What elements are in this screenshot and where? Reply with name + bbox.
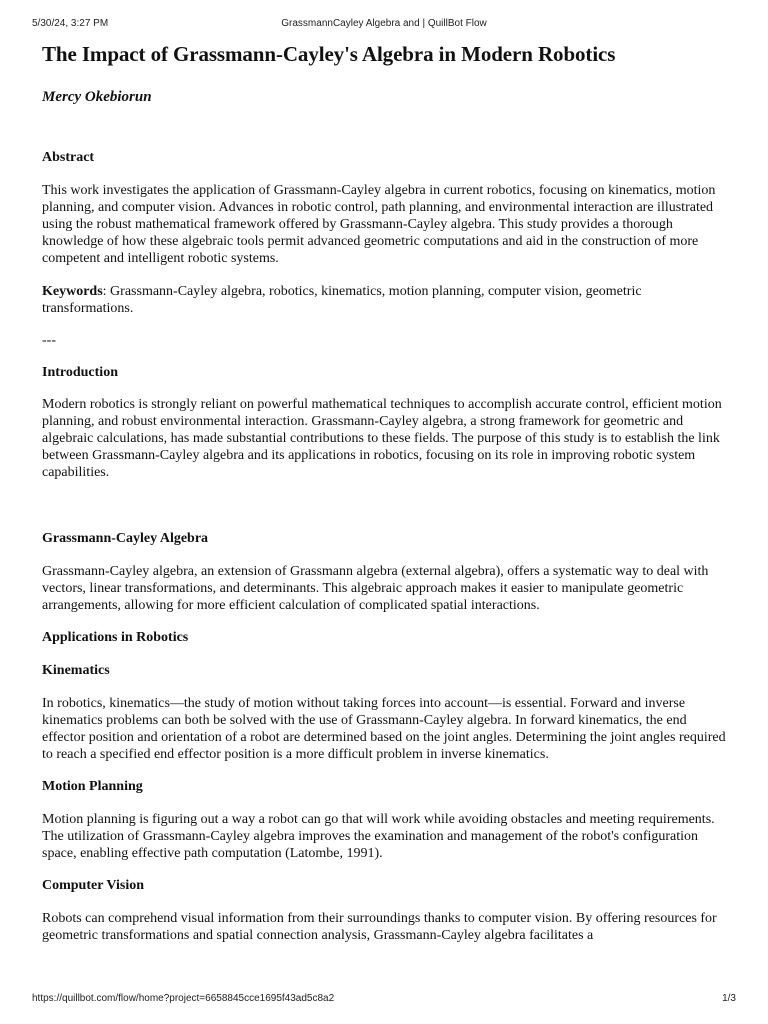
gca-heading: Grassmann-Cayley Algebra (42, 531, 209, 546)
abstract-paragraph: This work investigates the application of Grassmann-Cayley algebra in current robotics, focusing on kinematics, motion planning, and computer vision. Advances in robotic control, path planning, and environmental interaction are illustrated using the robust mathematical framework offered by Grassmann-Cayley algebra. This study provides a thorough knowledge of how these algebraic tools permit advanced geometric computations and aid in the construction of more competent and intelligent robotic systems. (42, 183, 716, 266)
print-datetime: 5/30/24, 3:27 PM (32, 18, 109, 29)
kinematics-paragraph: In robotics, kinematics—the study of motion without taking forces into account—is essential. Forward and inverse kinematics problems can both be solved with the use of Grassmann-Cayley algebra. In forward kinematics, the end effector position and orientation of a robot are determined based on the joint angles. Determining the joint angles required to reach a specified end effector position is a more difficult problem in inverse kinematics. (42, 696, 726, 762)
computer-vision-paragraph: Robots can comprehend visual information from their surroundings thanks to computer vision. By offering resources for geometric transformations and spatial connection analysis, Grassmann-Cayley algebra facilitates a (42, 911, 717, 943)
print-page-number: 1/3 (722, 993, 736, 1004)
print-page-title: GrassmannCayley Algebra and | QuillBot Flow (281, 18, 487, 29)
introduction-paragraph: Modern robotics is strongly reliant on powerful mathematical techniques to accomplish accurate control, efficient motion planning, and robust environmental interaction. Grassmann-Cayley algebra, a strong framework for geometric and algebraic calculations, has made substantial contributions to these fields. The purpose of this study is to establish the link between Grassmann-Cayley algebra and its applications in robotics, focusing on its role in improving robotic system capabilities. (42, 397, 722, 480)
section-separator: --- (42, 333, 56, 348)
abstract-heading: Abstract (42, 150, 95, 165)
kinematics-heading: Kinematics (42, 663, 110, 678)
computer-vision-heading: Computer Vision (42, 878, 145, 893)
keywords-label: Keywords (42, 284, 103, 299)
motion-planning-paragraph: Motion planning is figuring out a way a robot can go that will work while avoiding obstacles and meeting requirements. The utilization of Grassmann-Cayley algebra improves the examination and management of the robot's configuration space, enabling effective path computation (Latombe, 1991). (42, 812, 715, 861)
keywords-list: : Grassmann-Cayley algebra, robotics, kinematics, motion planning, computer vision, geometric transformations. (42, 284, 642, 316)
keywords-paragraph (42, 283, 728, 317)
document-body (42, 40, 728, 944)
author-name: Mercy Okebiorun (42, 89, 152, 105)
document-title: The Impact of Grassmann-Cayley's Algebra in Modern Robotics (42, 42, 616, 66)
motion-planning-heading: Motion Planning (42, 779, 143, 794)
introduction-heading: Introduction (42, 365, 118, 380)
gca-paragraph: Grassmann-Cayley algebra, an extension of Grassmann algebra (external algebra), offers a systematic way to deal with vectors, linear transformations, and determinants. This algebraic approach makes it easier to manipulate geometric arrangements, allowing for more efficient calculation of complicated spatial interactions. (42, 564, 709, 613)
applications-heading: Applications in Robotics (42, 630, 189, 645)
print-url: https://quillbot.com/flow/home?project=6658845cce1695f43ad5c8a2 (32, 993, 335, 1004)
